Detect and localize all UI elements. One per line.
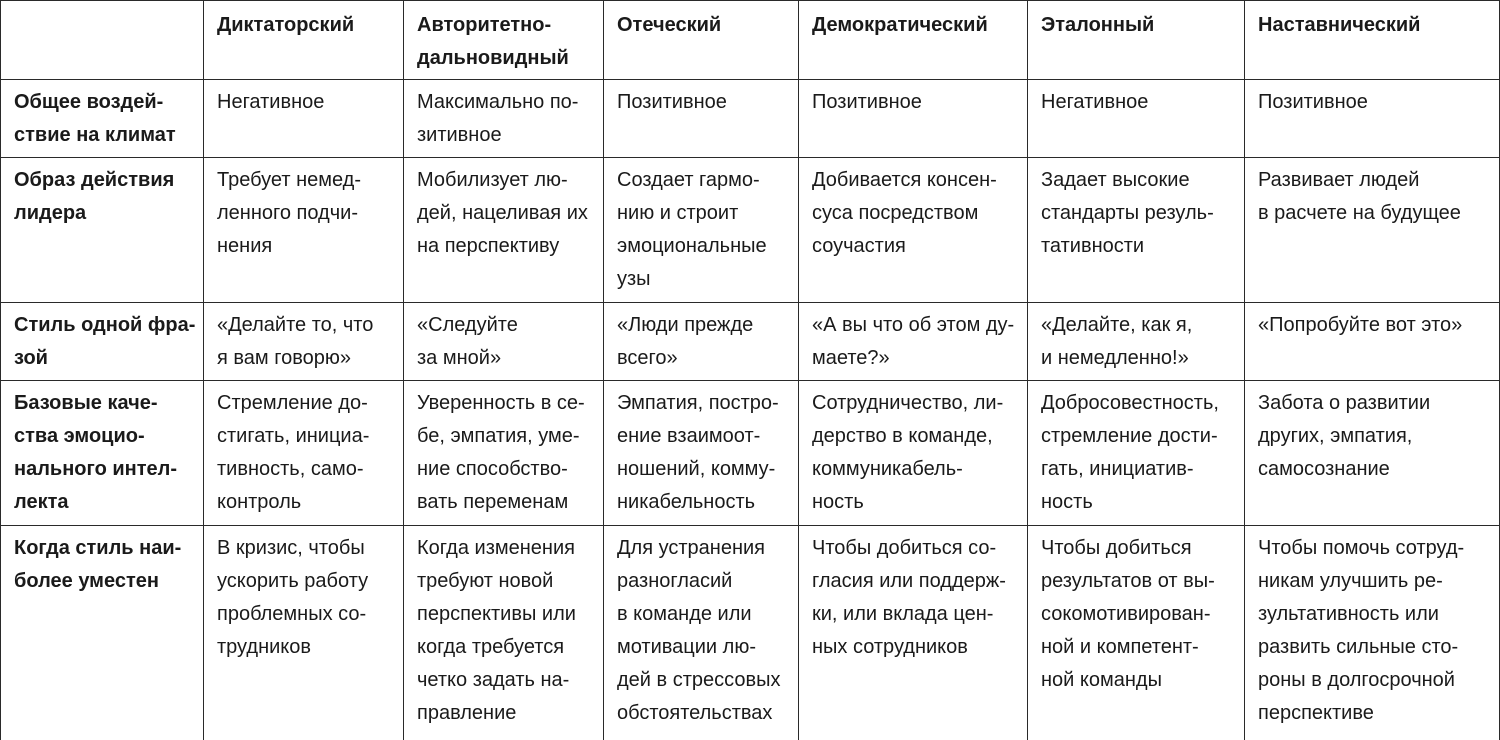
table-row [1,303,1500,381]
table-cell: Для устранения разногласий в команде или мотивации лю- дей в стрессовых обстоятельствах [604,526,799,740]
table-cell: Добивается консен- суса посредством соучастия [799,158,1028,303]
table-cell: Задает высокие стандарты резуль- тативности [1028,158,1245,303]
column-header-pacesetting: Эталонный [1028,1,1245,80]
table-cell: Чтобы добиться со- гласия или поддерж- ки, или вклада цен- ных сотрудников [799,526,1028,740]
row-header: Образ действия лидера [1,158,204,303]
table-cell: Уверенность в се- бе, эмпатия, уме- ние способство- вать переменам [404,381,604,526]
row-header: Когда стиль наи- более уместен [1,526,204,740]
table-row [1,80,1500,158]
table-cell: Стремление до- стигать, инициа- тивность, само- контроль [204,381,404,526]
header-row [1,1,1500,80]
table-cell: Эмпатия, постро- ение взаимоот- ношений, комму- никабельность [604,381,799,526]
table-cell: Сотрудничество, ли- дерство в команде, коммуникабель- ность [799,381,1028,526]
table-cell: Негативное [1028,80,1245,158]
column-header-authoritative: Авторитетно- дальновидный [404,1,604,80]
column-header-dictatorial: Диктаторский [204,1,404,80]
row-header: Стиль одной фра- зой [1,303,204,381]
table-cell: Чтобы добиться результатов от вы- сокомотивирован- ной и компетент- ной команды [1028,526,1245,740]
table-cell: Создает гармо- нию и строит эмоциональные узы [604,158,799,303]
table-cell: Чтобы помочь сотруд- никам улучшить ре- зультативность или развить сильные сто- роны в долгосрочной перспективе [1245,526,1500,740]
table-cell: Добросовестность, стремление дости- гать, инициатив- ность [1028,381,1245,526]
table-cell: Забота о развитии других, эмпатия, самосознание [1245,381,1500,526]
table-cell: «Следуйте за мной» [404,303,604,381]
table-cell: Позитивное [604,80,799,158]
row-header: Общее воздей- ствие на климат [1,80,204,158]
table-cell: «Делайте то, что я вам говорю» [204,303,404,381]
column-header-coaching: Наставнический [1245,1,1500,80]
table-cell: «Делайте, как я, и немедленно!» [1028,303,1245,381]
corner-cell [1,1,204,80]
table-cell: Развивает людей в расчете на будущее [1245,158,1500,303]
table-cell: Позитивное [799,80,1028,158]
table-cell: «Попробуйте вот это» [1245,303,1500,381]
table-cell: Негативное [204,80,404,158]
table-cell: Максимально по- зитивное [404,80,604,158]
table-cell: «А вы что об этом ду- маете?» [799,303,1028,381]
column-header-paternal: Отеческий [604,1,799,80]
table-cell: «Люди прежде всего» [604,303,799,381]
table-row [1,158,1500,303]
table-cell: Мобилизует лю- дей, нацеливая их на перспективу [404,158,604,303]
table-row [1,381,1500,526]
column-header-democratic: Демократический [799,1,1028,80]
table-row [1,526,1500,740]
table-cell: Позитивное [1245,80,1500,158]
row-header: Базовые каче- ства эмоцио- нального интел- лекта [1,381,204,526]
table-cell: Когда изменения требуют новой перспективы или когда требуется четко задать на- правление [404,526,604,740]
table-cell: В кризис, чтобы ускорить работу проблемных со- трудников [204,526,404,740]
table-cell: Требует немед- ленного подчи- нения [204,158,404,303]
